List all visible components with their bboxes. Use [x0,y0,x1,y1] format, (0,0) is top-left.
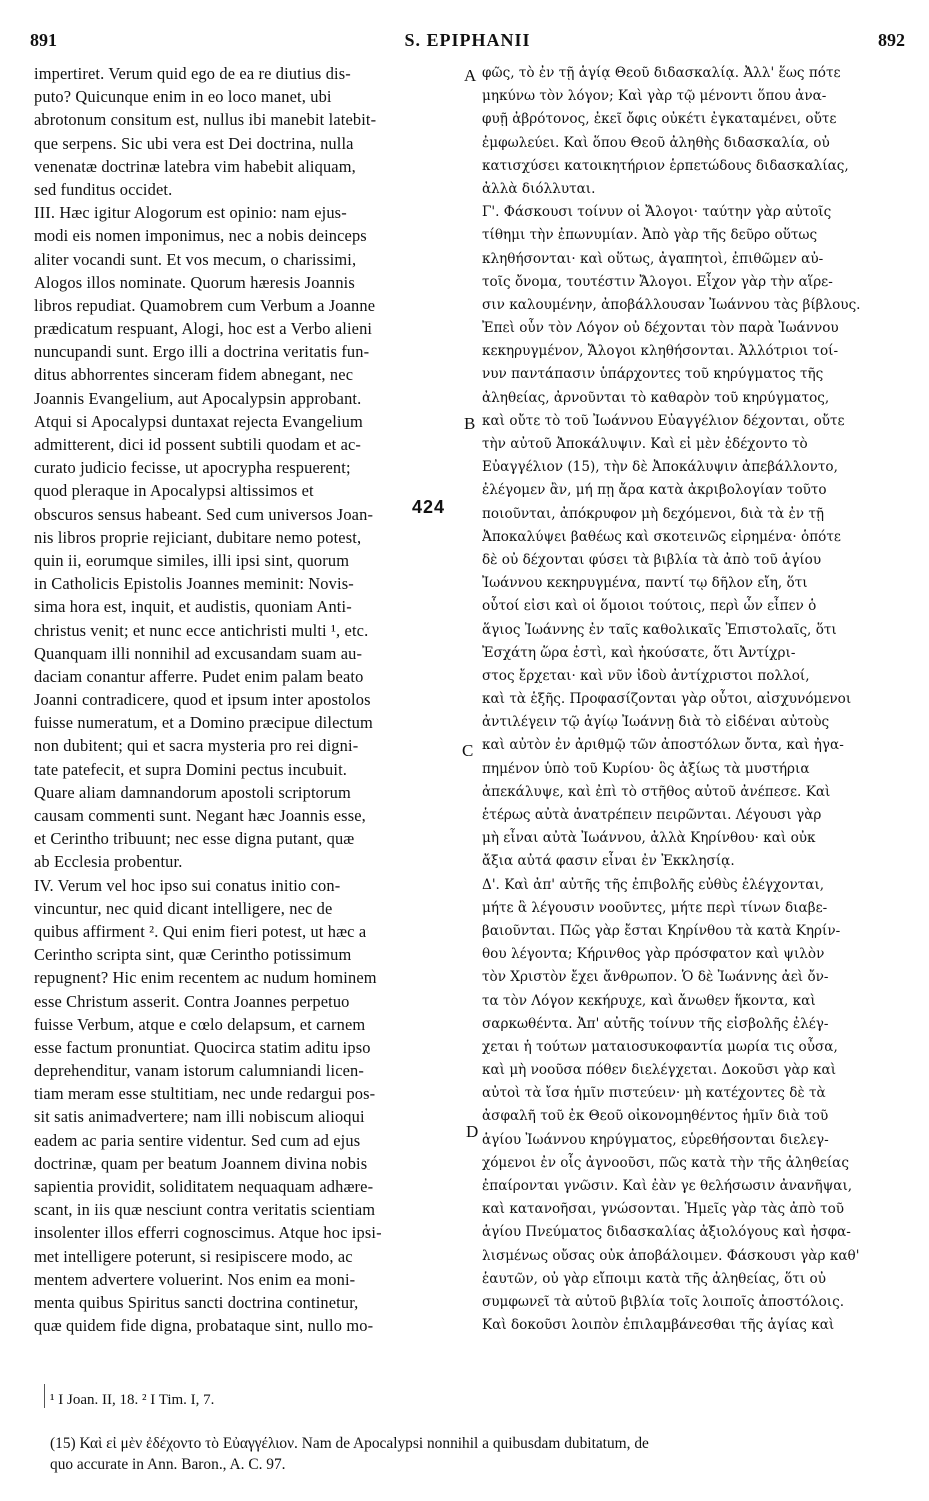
latin-text-line: que serpens. Sic ubi vera est Dei doctrina, nulla [34,133,354,153]
latin-text-line: Cerintho scripta sint, quæ Cerintho potissimum [34,945,352,965]
latin-text-line: sed funditus occidet. [34,179,173,199]
greek-text-line: συμφωνεῖ τὰ αὐτοῦ βιβλία τοῖς λοιποῖς ἀποστόλοις. [482,1293,845,1310]
greek-text-line: αὐτοὶ τὰ ἴσα ἡμῖν πιστεύειν· μὴ κατέχοντες δὲ τὰ [482,1085,826,1102]
editor-note-line: (15) Καὶ εἰ μὲν ἐδέχοντο τὸ Εὐαγγέλιον. Nam de Apocalypsi nonnihil a quibusdam dubitatum, de [50,1435,649,1452]
greek-text-line: ἄξια αὐτά φασιν εἶναι ἐν Ἐκκλησίᾳ. [482,853,735,870]
editor-note-line: quo accurate in Ann. Baron., A. C. 97. [50,1456,286,1473]
latin-text-line: sima hora est, inquit, et audistis, quoniam Anti- [34,597,352,617]
margin-marker-d: D [466,1122,479,1141]
greek-text-line: τὸν Χριστὸν ἔχει ἄνθρωπον. Ὁ δὲ Ἰωάννης ἀεὶ ὄν- [482,969,829,986]
greek-text-line: θου λέγοντα; Κήρινθος γὰρ πρόσφατον καὶ ψιλὸν [482,946,825,963]
greek-text-line: Ἰωάννου κεκηρυγμένα, παντί τῳ δῆλον εἴη, ὅτι [482,575,808,592]
greek-text-line: τα τὸν Λόγον κεκήρυχε, καὶ ἄνωθεν ἥκοντα, καὶ [482,992,816,1009]
latin-text-line: Joanni contradicere, quod et ipsum inter apostolos [34,690,371,710]
latin-text-line: libros repudiat. Quamobrem cum Verbum a Joanne [34,295,376,315]
greek-text-line: στος ἔρχεται· καὶ νῦν ἰδοὺ ἀντίχριστοι πολλοί, [482,667,810,684]
latin-text-line: impertiret. Verum quid ego de ea re diutius dis- [34,64,351,83]
greek-text-line: ἁγίου Πνεύματος διδασκαλίας ἀξιολόγους καὶ ἠσφα- [482,1224,851,1241]
greek-text-line: σιν καλουμένην, ἀποβάλλουσαν Ἰωάννου τὰς βίβλους. [482,296,861,313]
latin-text-line: menta quibus Spiritus sancti doctrina continetur, [34,1292,359,1312]
greek-text-line: καὶ οὔτε τὸ τοῦ Ἰωάννου Εὐαγγέλιον δέχονται, οὔτε [482,412,845,429]
latin-column [34,62,459,1337]
running-title: S. EPIPHANII [404,30,531,50]
latin-text-line: fuisse Verbum, atque e cœlo delapsum, et carnem [34,1014,366,1034]
latin-text-line: christus venit; et nunc ecce antichristi multi ¹, etc. [34,620,369,640]
latin-text-line: nis libros proprie rejiciant, dubitare nemo potest, [34,527,362,547]
latin-text-line: tiam meram esse stultitiam, nec unde redargui pos- [34,1084,376,1104]
latin-text-line: obscuros sensus habeant. Sed cum universos Joan- [34,504,374,524]
greek-text-line: δὲ οὐ δέχονται φύσει τὰ βιβλία τὰ ἀπὸ τοῦ ἁγίου [482,551,822,568]
latin-text-line: doctrinæ, quam per beatum Joannem divina nobis [34,1153,368,1173]
latin-text-line: met intelligere poterunt, si resipiscere modo, ac [34,1246,353,1266]
latin-text-line: prædicatum respuant, Alogi, hoc est a Verbo alieni [34,319,373,339]
page-number-right: 892 [878,30,905,50]
margin-marker-a: A [464,66,477,85]
greek-text-line: κατισχύσει κατοικητήριον ἑρπετώδους διδασκαλίας, [482,157,849,174]
latin-text-line: causam commenti sunt. Negant hæc Joannis esse, [34,806,366,825]
greek-text-line: ἑτέρως αὐτὰ ἀνατρέπειν πειρῶνται. Λέγουσι γὰρ [482,807,822,823]
latin-text-line: quæ quidem fide digna, probataque sint, nullo mo- [34,1316,374,1336]
greek-text-line: πημένον ὑπὸ τοῦ Κυρίου· ὃς ἀξίως τὰ μυστήρια [482,760,810,777]
latin-text-line: curato judicio fecisse, ut apocrypha respuerent; [34,458,351,478]
latin-text-line: tate patefecit, et supra Domini pectus incubuit. [34,759,348,779]
greek-text-line: μηκύνω τὸν λόγον; Καὶ γὰρ τῷ μένοντι ὅπου ἀνα- [482,88,827,105]
greek-text-line: Ἐσχάτη ὥρα ἐστὶ, καὶ ἠκούσατε, ὅτι Ἀντίχρι- [482,644,796,661]
column-number-stamp: 424 [412,497,446,517]
latin-text-line: abrotonum consitum est, nullus ibi manebit latebit- [34,110,377,130]
latin-text-line: esse factum pronuntiat. Quocirca statim aditu ipso [34,1037,371,1057]
greek-text-line: μήτε ἃ λέγουσιν νοοῦντες, μήτε περὶ τίνων διαβε- [482,899,828,916]
greek-text-line: ἀντιλέγειν τῷ ἁγίῳ Ἰωάννῃ διὰ τὸ εἰδέναι αὐτοὺς [482,714,830,731]
greek-text-line: ἁγίου Ἰωάννου κηρύγματος, εὑρεθήσονται διελεγ- [482,1131,829,1148]
greek-text-line: Γ'. Φάσκουσι τοίνυν οἱ Ἄλογοι· ταύτην γὰρ αὐτοῖς [482,204,832,221]
greek-text-line: κληθήσονται· καὶ οὕτως, ἀγαπητοὶ, ἐπιθῶμεν αὐ- [482,250,824,267]
latin-text-line: aliter vocandi sunt. Et vos mecum, o charissimi, [34,249,357,269]
greek-text-line: τὴν αὐτοῦ Ἀποκάλυψιν. Καὶ εἰ μὲν ἐδέχοντο τὸ [482,436,808,452]
latin-text-line: quin ii, eorumque similes, illi ipsi sint, quorum [34,550,350,570]
latin-text-line: modi eis nomen imponimus, nec a nobis deinceps [34,226,367,246]
latin-text-line: non dubitent; qui et sacra mysteria pro rei digni- [34,736,359,756]
greek-text-line: μὴ εἶναι αὐτὰ Ἰωάννου, ἀλλὰ Κηρίνθου· καὶ οὐκ [482,830,816,847]
greek-text-line: οὗτοί εἰσι καὶ οἱ ὅμοιοι τούτοις, περὶ ὧν εἶπεν ὁ [482,598,817,615]
latin-text-line: Quare aliam damnandorum apostoli scriptorum [34,782,351,802]
greek-text-line: ἀληθείας, ἀρνοῦνται τὸ καθαρὸν τοῦ κηρύγματος, [482,389,830,406]
latin-text-line: deprehenditur, vanam istorum calumniandi licen- [34,1061,365,1081]
latin-text-line: in Catholicis Epistolis Joannes meminit: Novis- [34,574,354,594]
latin-text-line: ab Ecclesia probentur. [34,852,183,872]
margin-marker-c: C [462,741,474,760]
greek-text-line: Ἐπεὶ οὖν τὸν Λόγον οὐ δέχονται τὸν παρὰ Ἰωάννου [482,320,839,337]
latin-text-line: scant, in iis quæ nesciunt contra veritatis scientiam [34,1200,376,1220]
latin-text-line: insolenter illos efferri cognoscimus. Atque hoc ipsi- [34,1223,382,1243]
greek-text-line: καὶ μὴ νοοῦσα πόθεν διελέγχεται. Δοκοῦσι γὰρ καὶ [482,1062,837,1079]
latin-text-line: Alogos illos nominate. Quorum hæresis Joannis [34,272,355,292]
greek-text-line: ἐπαίρονται γνῶσιν. Καὶ ἐὰν γε θελήσωσιν ἀνανῆψαι, [482,1178,853,1194]
latin-text-line: admitterent, dici id possent subtili quodam et ac- [34,435,362,454]
greek-text-line: ἐμφωλεύει. Καὶ ὅπου Θεοῦ ἀληθὴς διδασκαλία, οὐ [482,134,830,151]
greek-text-line: φῶς, τὸ ἐν τῇ ἁγίᾳ Θεοῦ διδασκαλίᾳ. Ἀλλ' ἕως πότε [482,65,841,81]
latin-text-line: Atqui si Apocalypsi duntaxat rejecta Evangelium [34,411,363,431]
latin-text-line: IV. Verum vel hoc ipso sui conatus initio con- [34,875,341,895]
greek-text-line: σαρκωθέντα. Ἀπ' αὐτῆς τοίνυν τῆς εἰσβολῆς ἐλέγ- [482,1015,829,1032]
greek-text-line: τοῖς ὄνομα, τουτέστιν Ἄλογοι. Εἶχον γὰρ τὴν αἵρε- [482,273,833,290]
greek-text-line: ἀσφαλῆ τοῦ ἐκ Θεοῦ οἰκονομηθέντος ἡμῖν διὰ τοῦ [482,1108,829,1125]
greek-text-line: ἑαυτῶν, οὐ γὰρ εἴποιμι κατὰ τῆς ἀληθείας, ὅτι οὐ [482,1270,826,1287]
footnote-rule [44,1384,45,1408]
latin-text-line: puto? Quicunque enim in eo loco manet, ubi [34,87,332,107]
latin-text-line: III. Hæc igitur Alogorum est opinio: nam ejus- [34,203,347,223]
latin-text-line: fuisse numeratum, et a Domino præcipue dilectum [34,713,373,733]
greek-text-line: ἀλλὰ διόλλυται. [482,180,596,197]
latin-text-line: quibus affirment ². Qui enim fieri potest, ut hæc a [34,921,367,941]
greek-text-line: ἐλέγομεν ἂν, μή πῃ ἄρα κατὰ ἀκριβολογίαν τοῦτο [482,482,827,499]
latin-text-line: quod pleraque in Apocalypsi altissimos et [34,481,314,501]
greek-text-line: λισμένως οὔσας οὐκ ἀποβάλοιμεν. Φάσκουσι γὰρ καθ' [482,1247,860,1264]
latin-text-line: sapientia providit, soliditatem nequaquam adhære- [34,1177,374,1196]
latin-text-line: nuncupandi sunt. Ergo illi a doctrina veritatis fun- [34,342,370,362]
greek-text-line: τίθημι τὴν ἐπωνυμίαν. Ἀπὸ γὰρ τῆς δεῦρο οὕτως [482,227,818,244]
page-header [30,30,905,60]
latin-text-line: eadem ac paria sentire videntur. Sed cum ad ejus [34,1130,361,1150]
greek-text-line: καὶ κατανοῆσαι, γνώσονται. Ἡμεῖς γὰρ τὰς ἀπὸ τοῦ [482,1201,845,1218]
latin-text-line: Joannis Evangelium, aut Apocalypsin approbant. [34,388,362,408]
latin-text-line: sit satis animadvertere; nam illi nobiscum alioqui [34,1107,365,1127]
latin-text-line: et Cerintho tribuunt; nec esse digna putant, quæ [34,829,355,849]
latin-text-line: repugnent? Hic enim recentem ac nudum hominem [34,968,377,988]
latin-text-line: daciam conantur afferre. Pudet enim palam beato [34,666,364,686]
page-number-left: 891 [30,30,57,50]
greek-text-line: κεκηρυγμένον, Ἄλογοι κληθήσονται. Ἀλλότριοι τοί- [482,343,839,360]
latin-text-line: vincuntur, nec quid dicant intelligere, nec de [34,898,333,918]
editor-note [50,1433,910,1475]
greek-text-line: βαιοῦνται. Πῶς γὰρ ἔσται Κηρίνθου τὰ κατὰ Κηρίν- [482,922,841,939]
greek-text-line: φυῇ ἀβρότονος, ἐκεῖ ὄφις οὐκέτι ἐγκαταμένει, οὔτε [482,111,837,128]
greek-text-line: ἅγιος Ἰωάννης ἐν ταῖς καθολικαῖς Ἐπιστολαῖς, ὅτι [482,621,837,638]
latin-text-line: ditus abhorrentes sinceram fidem abnegant, nec [34,365,354,385]
greek-text-line: Ἀποκαλύψει βαθέως καὶ σκοτεινῶς εἰρημένα· ὁπότε [482,528,841,545]
greek-text-line: ποιοῦνται, ἀπόκρυφον μὴ δεχόμενοι, διὰ τὰ ἐν τῇ [482,505,824,522]
greek-text-line: χόμενοι ἐν οἷς ἀγνοοῦσι, πῶς κατὰ τὴν τῆς ἀληθείας [482,1154,849,1171]
greek-text-line: Δ'. Καὶ ἀπ' αὐτῆς τῆς ἐπιβολῆς εὐθὺς ἐλέγχονται, [482,876,825,893]
latin-text-line: esse Christum asserit. Contra Joannes perpetuo [34,991,350,1011]
greek-text-line: Εὐαγγέλιον (15), τὴν δὲ Ἀποκάλυψιν ἀπεβάλλοντο, [482,459,838,476]
latin-text-line: mentem advertere voluerint. Nos enim ea moni- [34,1269,356,1289]
latin-text-line: Quanquam illi nonnihil ad excusandam suam au- [34,643,363,663]
margin-marker-b: B [464,414,476,433]
footnotes: ¹ I Joan. II, 18. ² I Tim. I, 7. [50,1392,215,1408]
greek-text-line: καὶ αὐτὸν ἐν ἀριθμῷ τῶν ἀποστόλων ὄντα, καὶ ἠγα- [482,737,844,754]
greek-column [482,62,907,1337]
greek-text-line: χεται ἡ τούτων ματαιοσυκοφαντία μωρία τις οὖσα, [482,1038,838,1055]
greek-text-line: καὶ τὰ ἑξῆς. Προφασίζονται γὰρ οὗτοι, αἰσχυνόμενοι [482,691,852,708]
greek-text-line: ἀπεκάλυψε, καὶ ἐπὶ τὸ στῆθος αὐτοῦ ἀνέπεσε. Καὶ [482,783,831,800]
greek-text-line: νυν παντάπασιν ὑπάρχοντες τοῦ κηρύγματος τῆς [482,366,824,383]
latin-text-line: venenatæ doctrinæ latebra vim habebit aliquam, [34,156,356,176]
greek-text-line: Καὶ δοκοῦσι λοιπὸν ἐπιλαμβάνεσθαι τῆς ἁγίας καὶ [482,1317,835,1334]
